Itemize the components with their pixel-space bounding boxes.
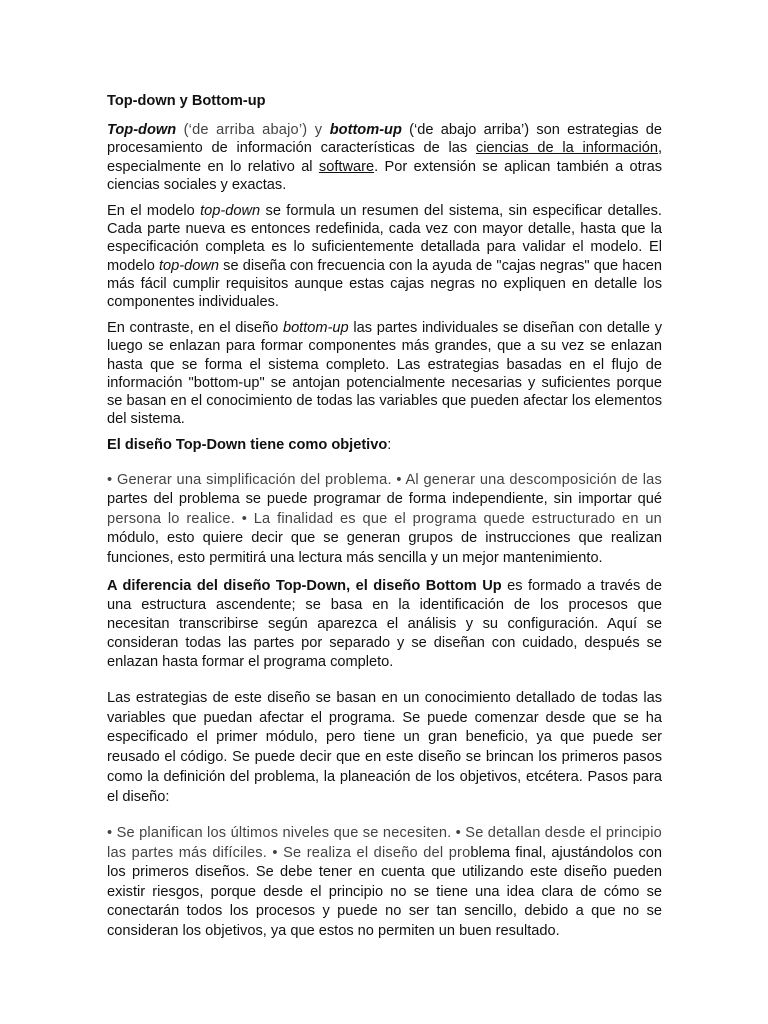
text-span: , especialmente en lo relativo al — [107, 140, 662, 175]
term-bottom-up: bottom-up — [329, 122, 402, 139]
text-span: En contraste, en el diseño — [107, 320, 283, 337]
paragraph-intro — [107, 121, 662, 194]
term-top-down: top-down — [200, 203, 261, 220]
text-span: es formado a través de una estructura ascendente; se basa en la identificación de los procesos que necesitan transcribirse según aparezca el análisis y su configuración. Aquí se consideran todas las partes por separado y se diseñan con cuidado, después se enlazan hasta formar el programa completo. — [107, 577, 662, 671]
text-span: : — [387, 437, 392, 454]
heading-bold-text: A diferencia del diseño Top-Down, el diseño Bottom Up — [107, 577, 502, 594]
text-span: (‘de arriba abajo’) y — [176, 122, 330, 139]
text-span: En el modelo — [107, 203, 201, 220]
document-title: Top-down y Bottom-up — [107, 93, 266, 109]
heading-top-down-objective — [107, 436, 662, 454]
text-span: las partes individuales se diseñan con detalle y luego se enlazan para formar componentes más grandes, que a su vez se enlazan hasta que se forma el sistema completo. Las estrategias basadas en el flujo de información "bottom-up" se antojan potencialmente necesarias y suficientes porque se basan en el conocimiento de todas las variables que pueden afectar los elementos del sistema. — [107, 320, 662, 428]
paragraph-bottom-up-contrast — [107, 319, 662, 428]
paragraph-design-steps — [107, 824, 662, 942]
paragraph-top-down-model — [107, 202, 662, 311]
paragraph-strategies — [107, 689, 662, 808]
heading-bold-text: El diseño Top-Down tiene como objetivo — [107, 437, 388, 454]
term-bottom-up: bottom-up — [282, 320, 349, 337]
text-span: Las estrategias de este diseño se basan en un conocimiento detallado de todas las variables que puedan afectar el programa. Se puede comenzar desde que se ha especificado el primer módulo, pero tiene un gran beneficio, ya que puede ser reusado el código. Se puede decir que en este diseño se brincan los primeros pasos como la definición del problema, la planeación de los objetivos, etcétera. Pasos para el diseño: — [107, 689, 662, 806]
term-top-down: top-down — [159, 257, 220, 274]
text-span: partes del problema se puede programar de forma independiente, sin importar qué — [107, 491, 662, 508]
text-span: . Por extensión se aplican también a otras ciencias sociales y exactas. — [107, 158, 662, 193]
text-span: módulo, esto quiere decir que se generan grupos de instrucciones que realizan funciones, esto permitirá una lectura más sencilla y un mejor mantenimiento. — [107, 530, 662, 567]
link-software[interactable]: software — [318, 158, 375, 175]
paragraph-top-down-goals — [107, 471, 662, 569]
text-span: • Se planifican los últimos niveles que se necesiten. • Se detallan desde el principio las partes más difíciles. • Se realiza el diseño del pro — [107, 825, 662, 861]
text-span: (‘de abajo arriba’) son estrategias de procesamiento de información características de las — [107, 122, 662, 157]
text-span: persona lo realice. • La finalidad es que el programa quede estructurado en un — [107, 510, 662, 527]
text-span: • Generar una simplificación del problema. • Al generar una descomposición de las — [107, 471, 662, 488]
document-page — [107, 92, 662, 950]
term-top-down: Top-down — [107, 122, 177, 139]
link-ciencias-de-la-informacion[interactable]: ciencias de la información — [475, 140, 658, 157]
paragraph-bottom-up-difference — [107, 577, 662, 673]
text-span: blema final, ajustándolos con los primeros diseños. Se debe tener en cuenta que utilizando este diseño pueden existir riesgos, porque desde el principio no se tiene una idea clara de cómo se conectarán todos los procesos y puede no ser tan sencillo, debido a que no se consideran los objetivos, ya que estos no permiten un buen resultado. — [107, 844, 663, 940]
text-span: se formula un resumen del sistema, sin especificar detalles. Cada parte nueva es entonces redefinida, cada vez con mayor detalle, hasta que la especificación completa es lo suficientemente detallada para validar el modelo. El modelo — [107, 203, 662, 274]
text-span: se diseña con frecuencia con la ayuda de "cajas negras" que hacen más fácil cumplir requisitos aunque estas cajas negras no expliquen en detalle los componentes individuales. — [107, 257, 662, 311]
